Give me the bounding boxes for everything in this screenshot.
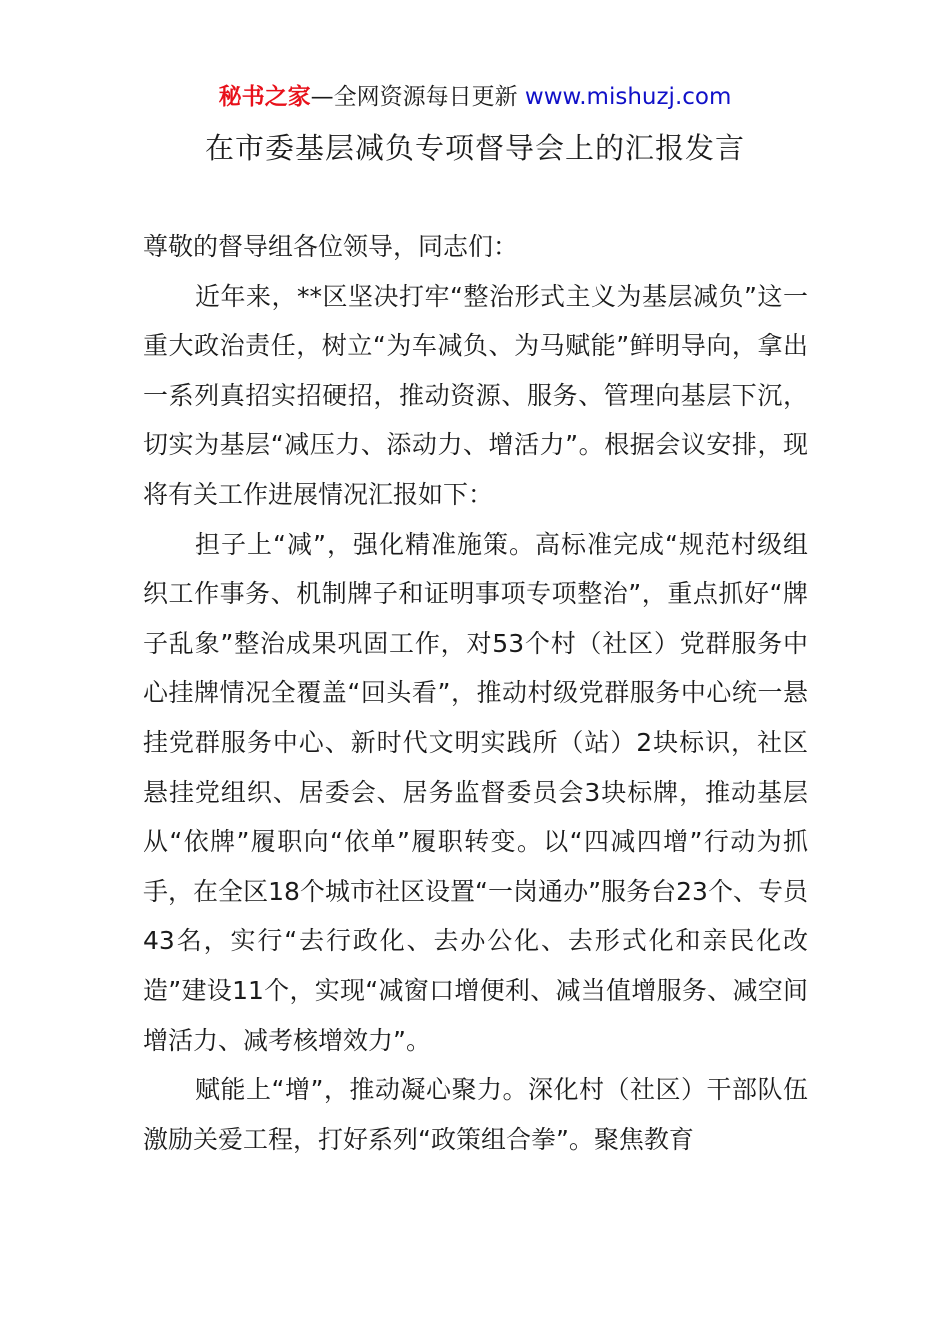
paragraph-reduce: 担子上“减”，强化精准施策。高标准完成“规范村级组织工作事务、机制牌子和证明事项专项整治”，重点抓好“牌子乱象”整治成果巩固工作，对53个村（社区）党群服务中心挂牌情况全覆盖“回头看”，推动村级党群服务中心统一悬挂党群服务中心、新时代文明实践所（站）2块标识，社区悬挂党组织、居委会、居务监督委员会3块标牌，推动基层从“依牌”履职向“依单”履职转变。以“四减四增”行动为抓手，在全区18个城市社区设置“一岗通办”服务台23个、专员43名，实行“去行政化、去办公化、去形式化和亲民化改造”建设11个，实现“减窗口增便利、减当值增服务、减空间增活力、减考核增效力”。 bbox=[143, 529, 808, 1055]
site-tagline: —全网资源每日更新 bbox=[310, 84, 525, 110]
paragraph-intro: 近年来，**区坚决打牢“整治形式主义为基层减负”这一重大政治责任，树立“为车减负、为马赋能”鲜明导向，拿出一系列真招实招硬招，推动资源、服务、管理向基层下沉，切实为基层“减压力、添动力、增活力”。根据会议安排，现将有关工作进展情况汇报如下： bbox=[143, 281, 808, 509]
site-header bbox=[0, 80, 950, 114]
document-body bbox=[143, 222, 808, 1164]
paragraph-empower: 赋能上“增”，推动凝心聚力。深化村（社区）干部队伍激励关爱工程，打好系列“政策组合拳”。聚焦教育 bbox=[143, 1075, 808, 1154]
site-url-link[interactable]: www.mishuzj.com bbox=[524, 84, 732, 110]
document-title: 在市委基层减负专项督导会上的汇报发言 bbox=[204, 131, 745, 165]
salutation: 尊敬的督导组各位领导，同志们： bbox=[143, 232, 519, 261]
site-brand: 秘书之家 bbox=[218, 84, 311, 110]
